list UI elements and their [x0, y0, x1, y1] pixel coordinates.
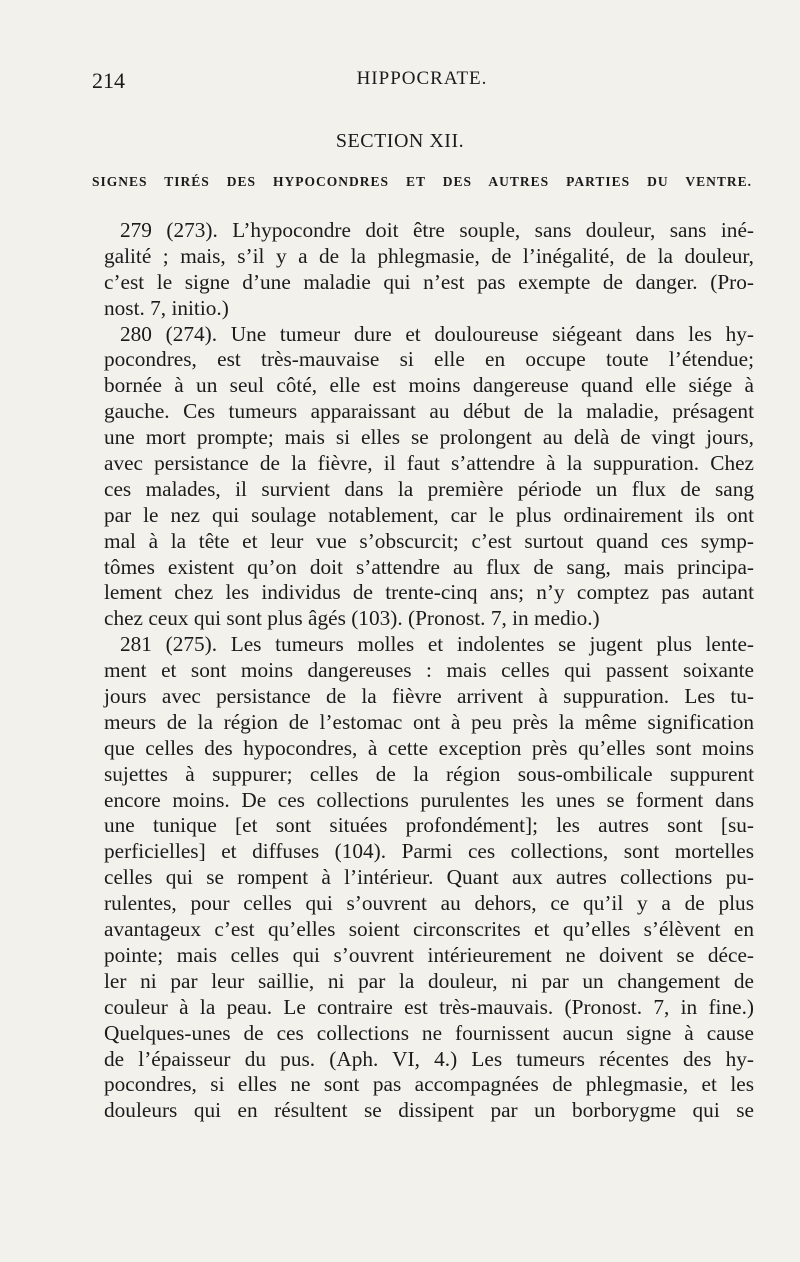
- text-line: de l’épaisseur du pus. (Aph. VI, 4.) Les tumeurs récentes des hy-: [104, 1046, 754, 1071]
- text-line: une tunique [et sont situées profondément]; les autres sont [su-: [104, 813, 754, 838]
- text-line: ment et sont moins dangereuses : mais celles qui passent soixante: [104, 658, 754, 683]
- text-line: une mort prompte; mais si elles se prolongent au delà de vingt jours,: [104, 425, 754, 450]
- text-line: encore moins. De ces collections purulentes les unes se forment dans: [104, 787, 754, 812]
- body-text: [104, 218, 754, 1124]
- running-title: HIPPOCRATE.: [356, 68, 488, 89]
- text-line: lement chez les individus de trente-cinq ans; n’y comptez pas autant: [104, 580, 754, 605]
- text-line: celles qui se rompent à l’intérieur. Quant aux autres collections pu-: [104, 865, 754, 890]
- section-subtitle: SIGNES TIRÉS DES HYPOCONDRES ET DES AUTRES PARTIES DU VENTRE.: [92, 174, 752, 189]
- text-line: 280 (274). Une tumeur dure et douloureuse siégeant dans les hy-: [120, 321, 754, 346]
- text-line: meurs de la région de l’estomac ont à peu près la même signification: [104, 709, 754, 734]
- text-line: mal à la tête et leur vue s’obscurcit; c’est surtout quand ces symp-: [104, 528, 754, 553]
- text-line: avec persistance de la fièvre, il faut s’attendre à la suppuration. Chez: [104, 451, 754, 476]
- text-line: avantageux c’est qu’elles soient circonscrites et qu’elles s’élèvent en: [104, 917, 754, 942]
- text-line: jours avec persistance de la fièvre arrivent à suppuration. Les tu-: [104, 684, 754, 709]
- page-number: 214: [92, 68, 125, 93]
- text-line: 281 (275). Les tumeurs molles et indolentes se jugent plus lente-: [120, 632, 754, 657]
- text-line: c’est le signe d’une maladie qui n’est pas exempte de danger. (Pro-: [104, 269, 754, 294]
- text-line: chez ceux qui sont plus âgés (103). (Pronost. 7, in medio.): [104, 606, 600, 631]
- text-line: nost. 7, initio.): [104, 295, 229, 320]
- text-line: que celles des hypocondres, à cette exception près qu’elles sont moins: [104, 735, 754, 760]
- text-line: couleur à la peau. Le contraire est très-mauvais. (Pronost. 7, in fine.): [104, 994, 754, 1019]
- text-line: par le nez qui soulage notablement, car le plus ordinairement ils ont: [104, 502, 754, 527]
- text-line: ler ni par leur saillie, ni par la douleur, ni par un changement de: [104, 968, 754, 993]
- running-head: [92, 68, 752, 98]
- text-line: Quelques-unes de ces collections ne fournissent aucun signe à cause: [104, 1020, 754, 1045]
- text-line: bornée à un seul côté, elle est moins dangereuse quand elle siége à: [104, 373, 754, 398]
- text-line: 279 (273). L’hypocondre doit être souple, sans douleur, sans iné-: [120, 218, 754, 242]
- text-line: tômes existent qu’on doit s’attendre au flux de sang, mais principa-: [104, 554, 754, 579]
- text-line: pocondres, si elles ne sont pas accompagnées de phlegmasie, et les: [104, 1072, 754, 1097]
- section-heading: SECTION XII.: [335, 130, 465, 152]
- text-line: pointe; mais celles qui s’ouvrent intérieurement ne doivent se déce-: [104, 942, 754, 967]
- text-line: ces malades, il survient dans la première période un flux de sang: [104, 476, 754, 501]
- text-line: perficielles] et diffuses (104). Parmi ces collections, sont mortelles: [104, 839, 754, 864]
- text-line: pocondres, est très-mauvaise si elle en occupe toute l’étendue;: [104, 347, 754, 372]
- text-line: sujettes à suppurer; celles de la région sous-ombilicale suppurent: [104, 761, 754, 786]
- text-line: rulentes, pour celles qui s’ouvrent au dehors, ce qu’il y a de plus: [104, 891, 754, 916]
- text-line: douleurs qui en résultent se dissipent par un borborygme qui se: [104, 1098, 754, 1123]
- text-line: gauche. Ces tumeurs apparaissant au début de la maladie, présagent: [104, 399, 754, 424]
- text-line: galité ; mais, s’il y a de la phlegmasie, de l’inégalité, de la douleur,: [104, 243, 754, 268]
